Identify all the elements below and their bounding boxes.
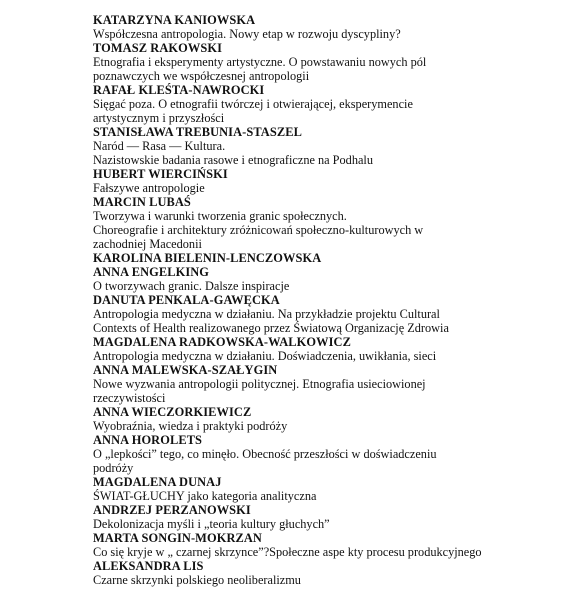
article-title	[93, 377, 533, 405]
toc-entry	[93, 83, 533, 125]
author-name: MAGDALENA RADKOWSKA-WALKOWICZ	[93, 335, 351, 349]
article-title	[93, 307, 533, 335]
article-title	[93, 573, 533, 587]
toc-entry	[93, 167, 533, 195]
author-name: STANISŁAWA TREBUNIA-STASZEL	[93, 125, 302, 139]
article-title-line: Dekolonizacja myśli i „teoria kultury głuchych”	[93, 517, 330, 531]
toc-entry	[93, 125, 533, 167]
article-title	[93, 181, 533, 195]
article-title-line: Antropologia medyczna w działaniu. Na przykładzie projektu Cultural	[93, 307, 440, 321]
toc-entry	[93, 503, 533, 531]
author-name: ANNA WIECZORKIEWICZ	[93, 405, 252, 419]
table-of-contents	[93, 13, 533, 587]
author-name: MAGDALENA DUNAJ	[93, 475, 222, 489]
article-title-line: Antropologia medyczna w działaniu. Doświadczenia, uwikłania, sieci	[93, 349, 437, 363]
article-title	[93, 349, 533, 363]
article-title	[93, 27, 533, 41]
toc-entry	[93, 475, 533, 503]
article-title	[93, 545, 533, 559]
author-name: DANUTA PENKALA-GAWĘCKA	[93, 293, 280, 307]
author-name: RAFAŁ KLEŚTA-NAWROCKI	[93, 83, 265, 97]
article-title-line: O tworzywach granic. Dalsze inspiracje	[93, 279, 290, 293]
toc-entry	[93, 13, 533, 41]
article-title-line: artystycznym i przyszłości	[93, 111, 225, 125]
author-name: ALEKSANDRA LIS	[93, 559, 204, 573]
toc-entry	[93, 363, 533, 405]
article-title	[93, 97, 533, 125]
article-title-line: podróży	[93, 461, 134, 475]
author-name: KATARZYNA KANIOWSKA	[93, 13, 256, 27]
author-name: MARCIN LUBAŚ	[93, 195, 191, 209]
article-title	[93, 517, 533, 531]
author-name: MARTA SONGIN-MOKRZAN	[93, 531, 262, 545]
article-title-line: zachodniej Macedonii	[93, 237, 202, 251]
author-name: TOMASZ RAKOWSKI	[93, 41, 222, 55]
toc-entry	[93, 405, 533, 433]
article-title-line: Nowe wyzwania antropologii politycznej. Etnografia usieciowionej	[93, 377, 426, 391]
article-title-line: Sięgać poza. O etnografii twórczej i otwierającej, eksperymencie	[93, 97, 413, 111]
article-title-line: Co się kryje w „ czarnej skrzynce”?Społeczne aspe kty procesu produkcyjnego	[93, 545, 482, 559]
article-title-line: poznawczych we współczesnej antropologii	[93, 69, 310, 83]
author-name: KAROLINA BIELENIN-LENCZOWSKA	[93, 251, 322, 265]
author-name: ANNA MALEWSKA-SZAŁYGIN	[93, 363, 278, 377]
article-title	[93, 209, 533, 251]
article-title-line: Contexts of Health realizowanego przez Światową Organizację Zdrowia	[93, 321, 449, 335]
article-title	[93, 419, 533, 433]
author-name: HUBERT WIERCIŃSKI	[93, 167, 228, 181]
article-title-line: Naród — Rasa — Kultura.	[93, 139, 226, 153]
author-name: ANNA ENGELKING	[93, 265, 210, 279]
article-title-line: rzeczywistości	[93, 391, 166, 405]
article-title-line: Wyobraźnia, wiedza i praktyki podróży	[93, 419, 288, 433]
toc-entry	[93, 335, 533, 363]
toc-entry	[93, 559, 533, 587]
toc-entry	[93, 293, 533, 335]
article-title-line: Etnografia i eksperymenty artystyczne. O powstawaniu nowych pól	[93, 55, 427, 69]
article-title-line: Tworzywa i warunki tworzenia granic społecznych.	[93, 209, 347, 223]
article-title-line: Fałszywe antropologie	[93, 181, 205, 195]
toc-entry	[93, 195, 533, 251]
author-name: ANDRZEJ PERZANOWSKI	[93, 503, 251, 517]
toc-entry	[93, 41, 533, 83]
article-title-line: ŚWIAT-GŁUCHY jako kategoria analityczna	[93, 489, 317, 503]
toc-entry	[93, 433, 533, 475]
author-name: ANNA HOROLETS	[93, 433, 203, 447]
article-title	[93, 489, 533, 503]
article-title-line: Czarne skrzynki polskiego neoliberalizmu	[93, 573, 301, 587]
article-title-line: Choreografie i architektury zróżnicowań społeczno-kulturowych w	[93, 223, 424, 237]
article-title	[93, 447, 533, 475]
article-title-line: Nazistowskie badania rasowe i etnograficzne na Podhalu	[93, 153, 373, 167]
toc-entry	[93, 265, 533, 293]
article-title-line: O „lepkości” tego, co minęło. Obecność przeszłości w doświadczeniu	[93, 447, 437, 461]
article-title	[93, 55, 533, 83]
article-title	[93, 139, 533, 167]
toc-entry	[93, 251, 533, 265]
article-title	[93, 279, 533, 293]
toc-entry	[93, 531, 533, 559]
article-title-line: Współczesna antropologia. Nowy etap w rozwoju dyscypliny?	[93, 27, 401, 41]
